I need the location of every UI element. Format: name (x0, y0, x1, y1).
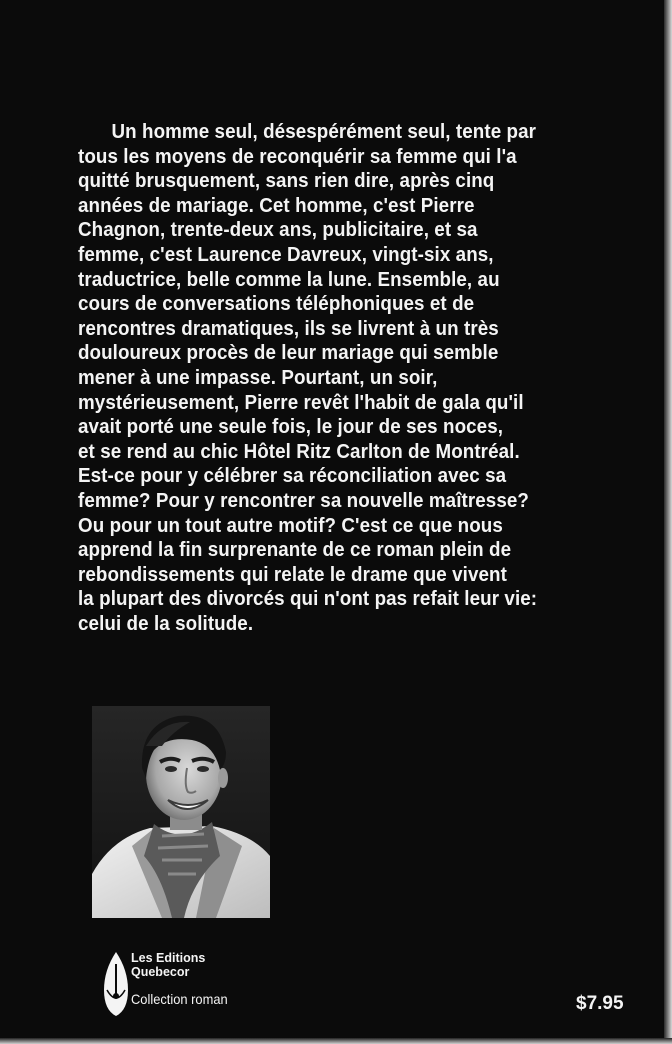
publisher-line-1: Les Editions (131, 951, 206, 965)
author-photo (92, 706, 270, 918)
cover-edge-bottom (0, 1038, 672, 1044)
blurb-line: tous les moyens de reconquérir sa femme qui l'a (78, 145, 517, 168)
blurb-line: traductrice, belle comme la lune. Ensemble, au (78, 268, 500, 291)
blurb-line: celui de la solitude. (78, 612, 254, 635)
blurb-line: rebondissements qui relate le drame que vivent (78, 563, 507, 586)
blurb-line: douloureux procès de leur mariage qui semble (78, 342, 499, 365)
blurb-line: rencontres dramatiques, ils se livrent à un très (78, 317, 499, 340)
author-portrait-image (92, 706, 270, 918)
blurb-line: avait porté une seule fois, le jour de ses noces, (78, 416, 504, 439)
collection-label: Collection roman (131, 991, 228, 1007)
blurb-line: femme, c'est Laurence Davreux, vingt-six ans, (78, 243, 494, 266)
blurb-line: femme? Pour y rencontrer sa nouvelle maîtresse? (78, 489, 529, 512)
fountain-pen-nib-icon (98, 950, 134, 1018)
blurb-line: la plupart des divorcés qui n'ont pas refait leur vie: (78, 588, 538, 611)
cover-edge-right (664, 0, 672, 1044)
blurb-line: apprend la fin surprenante de ce roman plein de (78, 539, 512, 562)
back-cover-blurb (78, 120, 658, 636)
publisher-name (131, 951, 251, 979)
blurb-line: quitté brusquement, sans rien dire, après cinq (78, 170, 495, 193)
blurb-line: mystérieusement, Pierre revêt l'habit de gala qu'il (78, 391, 524, 414)
blurb-line: cours de conversations téléphoniques et de (78, 293, 475, 316)
price-label: $7.95 (576, 993, 624, 1014)
blurb-line: Chagnon, trente-deux ans, publicitaire, et sa (78, 219, 478, 242)
blurb-line: Ou pour un tout autre motif? C'est ce que nous (78, 514, 503, 537)
blurb-line: et se rend au chic Hôtel Ritz Carlton de Montréal. (78, 440, 520, 463)
blurb-line: mener à une impasse. Pourtant, un soir, (78, 366, 438, 389)
publisher-logo (98, 950, 134, 1018)
blurb-line: Un homme seul, désespérément seul, tente par (111, 121, 537, 143)
blurb-line: années de mariage. Cet homme, c'est Pierre (78, 194, 475, 217)
publisher-line-2: Quebecor (131, 965, 190, 979)
blurb-line: Est-ce pour y célébrer sa réconciliation avec sa (78, 465, 507, 488)
